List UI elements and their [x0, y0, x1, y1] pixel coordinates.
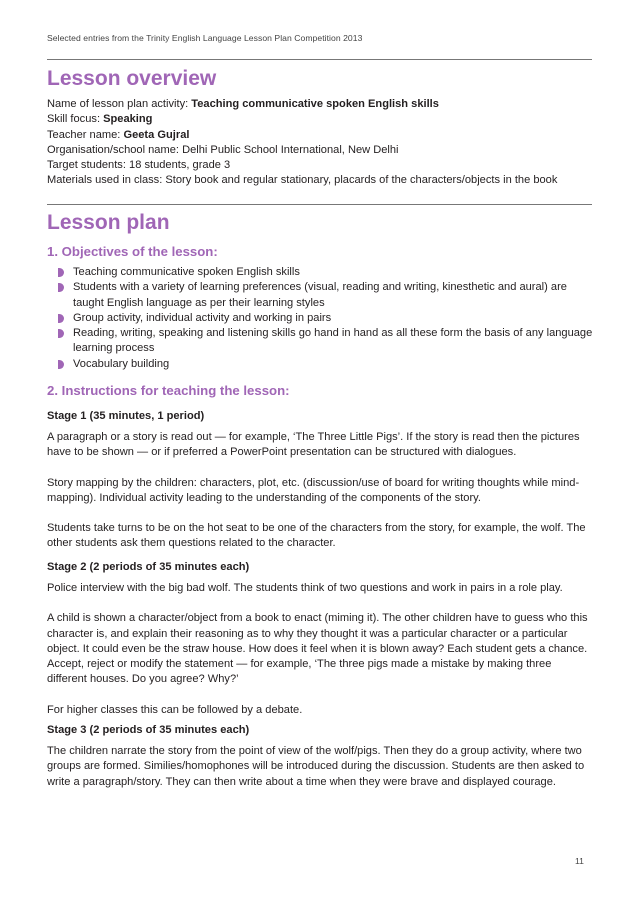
- stage-1-paragraph-2: Story mapping by the children: characters, plot, etc. (discussion/use of board for writing thoughts while mind-mapping). Individual activity leading to the understanding of the components of the story.: [47, 476, 580, 504]
- lesson-overview-heading: Lesson overview: [47, 67, 217, 90]
- bullet-icon: [58, 360, 64, 369]
- stage-2-paragraph-1: Police interview with the big bad wolf. The students think of two questions and work in pairs in a role play.: [47, 582, 563, 594]
- list-item: Vocabulary building: [55, 357, 595, 372]
- stage-1-paragraph-1: A paragraph or a story is read out — for example, ‘The Three Little Pigs’. If the story is read then the pictures have to be shown — or if preferred a PowerPoint presentation can be structured with dialogues.: [47, 431, 580, 459]
- overview-row-materials: Materials used in class: Story book and regular stationary, placards of the characters/objects in the book: [47, 174, 558, 187]
- header-rule: [47, 59, 592, 60]
- overview-row-skill: Skill focus: Speaking: [47, 113, 153, 126]
- instructions-heading: 2. Instructions for teaching the lesson:: [47, 383, 290, 398]
- overview-row-activity: Name of lesson plan activity: Teaching communicative spoken English skills: [47, 98, 439, 110]
- page-number: 11: [575, 856, 584, 866]
- bullet-icon: [58, 314, 64, 323]
- overview-row-target: Target students: 18 students, grade 3: [47, 159, 231, 172]
- list-item: Reading, writing, speaking and listening skills go hand in hand as all these form the basis of any language learning process: [55, 326, 595, 357]
- overview-row-teacher: Teacher name: Geeta Gujral: [47, 128, 190, 141]
- list-item: Teaching communicative spoken English skills: [55, 265, 595, 280]
- stage-2-paragraph-2: A child is shown a character/object from a book to enact (miming it). The other children have to guess who this character is, and explain their reasoning as to why they thought it was a particular character or a particular object. It could even be the straw house. How does it feel when it is blown away? Each student gets a chance. Accept, reject or modify the statement — for example, ‘The three pigs made a mistake by making three different houses. Do you agree? Why?’: [47, 612, 588, 686]
- stage-3: [47, 723, 592, 790]
- stage-2: [47, 560, 592, 718]
- stage-1-paragraph-3: Students take turns to be on the hot seat to be one of the characters from the story, for example, the wolf. The other students ask them questions related to the character.: [47, 522, 586, 550]
- stage-1-title: Stage 1 (35 minutes, 1 period): [47, 410, 205, 422]
- overview-row-school: Organisation/school name: Delhi Public School International, New Delhi: [47, 143, 399, 156]
- bullet-icon: [58, 329, 64, 338]
- stage-1: [47, 409, 592, 552]
- objectives-heading: 1. Objectives of the lesson:: [47, 244, 218, 259]
- list-item: Students with a variety of learning preferences (visual, reading and writing, kinesthetic and aural) are taught English language as per their learning styles: [55, 280, 595, 311]
- stage-3-title: Stage 3 (2 periods of 35 minutes each): [47, 724, 250, 736]
- stage-2-paragraph-3: For higher classes this can be followed by a debate.: [47, 703, 303, 716]
- stage-3-paragraph-1: The children narrate the story from the point of view of the wolf/pigs. Then they do a group activity, where two groups are formed. Similies/homophones will be introduced during the discussion. Students are then asked to write a paragraph/story. They can then write about a time when they were brave and displayed courage.: [47, 745, 585, 788]
- stage-2-title: Stage 2 (2 periods of 35 minutes each): [47, 561, 250, 573]
- lesson-plan-heading: Lesson plan: [47, 211, 170, 234]
- objectives-list: [55, 265, 595, 372]
- running-header: Selected entries from the Trinity English Language Lesson Plan Competition 2013: [47, 33, 363, 43]
- overview-rule: [47, 204, 592, 205]
- overview-details: [47, 97, 592, 189]
- bullet-icon: [58, 283, 64, 292]
- bullet-icon: [58, 268, 64, 277]
- list-item: Group activity, individual activity and working in pairs: [55, 311, 595, 326]
